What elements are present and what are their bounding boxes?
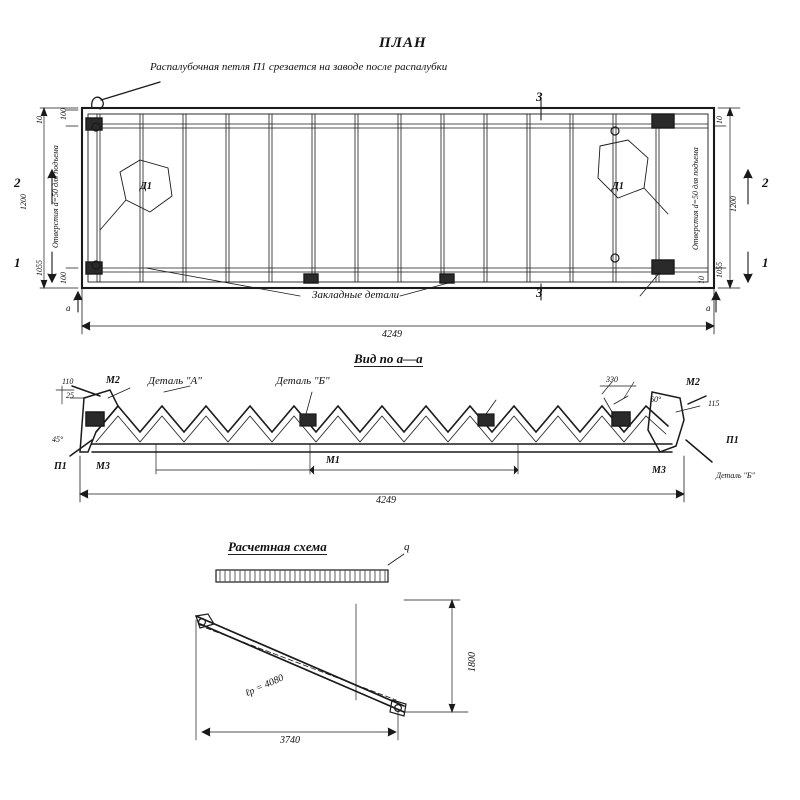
dim-section-angle-right: 60°: [650, 395, 662, 404]
plan-lift-holes: [92, 123, 619, 269]
callout-detail-left: Д1: [140, 181, 152, 192]
section-mark-left-top: 2: [14, 175, 21, 190]
scheme-dim-base: 3740: [280, 735, 300, 746]
dim-section-small-left: 25: [66, 391, 74, 400]
label-hole-left: Отверстия d=50 для подъема: [51, 145, 60, 248]
dim-plan-corner-left2: 100: [59, 272, 68, 284]
dim-plan-edge-right-top: 10: [715, 116, 724, 124]
section-mark-right-top: 2: [762, 175, 769, 190]
scheme-load-bar: [216, 554, 404, 582]
plan-detail-callout-left: [100, 160, 172, 230]
section-bottom-chord: [92, 444, 672, 452]
note-release-loop: Распалубочная петля П1 срезается на заводе после распалубки: [150, 61, 448, 73]
scheme-inclined-beam: [196, 614, 406, 716]
scheme-dims: [196, 600, 468, 740]
mark-p1-right: П1: [726, 435, 739, 446]
mark-m3-left: М3: [96, 461, 110, 472]
section-dim-step: [600, 382, 636, 398]
label-detail-b2: Деталь "Б": [716, 471, 755, 480]
section-mark-left-bottom: 1: [14, 255, 21, 270]
mark-p1-left: П1: [54, 461, 67, 472]
plan-embedded-plates: [86, 114, 674, 283]
dim-plan-edge-left-top: 10: [35, 116, 44, 124]
dim-plan-width-right: 1200: [729, 196, 738, 212]
dim-plan-corner-right: 10: [697, 276, 706, 284]
dim-plan-width: 1200: [19, 194, 28, 210]
section-view-title: Вид по а—а: [354, 351, 423, 366]
label-embedded-parts: Закладные детали: [312, 289, 400, 301]
scheme-title: Расчетная схема: [228, 539, 327, 554]
mark-m2-right: М2: [686, 377, 700, 388]
plan-loop-p1: [92, 82, 160, 109]
section-mark-corner-right: a: [706, 303, 711, 313]
section-mark-inner-bottom: 3: [536, 285, 543, 300]
callout-detail-right: Д1: [612, 181, 624, 192]
plan-section-arrows: [48, 100, 752, 300]
plan-rib-lines: [97, 114, 659, 282]
dim-plan-edge-left-mid: 1055: [35, 260, 44, 276]
dim-plan-corner-left: 100: [59, 108, 68, 120]
section-mark-right-bottom: 1: [762, 255, 769, 270]
dim-section-right-small: 115: [708, 399, 720, 408]
mark-m3-right: М3: [652, 465, 666, 476]
section-corrugation: [96, 406, 668, 442]
scheme-load-label: q: [404, 541, 410, 553]
label-detail-a: Деталь "А": [148, 375, 202, 387]
scheme-dim-height: 1800: [467, 652, 478, 672]
section-mark-corner-left: a: [66, 303, 71, 313]
mark-m2-left: М2: [106, 375, 120, 386]
dim-section-step: 330: [606, 375, 618, 384]
label-detail-b: Деталь "Б": [276, 375, 330, 387]
dim-plan-edge-right-mid: 1055: [715, 262, 724, 278]
dim-section-angle-left: 45°: [52, 435, 64, 444]
label-hole-right: Отверстия d=50 для подъема: [691, 147, 700, 250]
section-mark-inner-top: 3: [536, 89, 543, 104]
mark-m1: М1: [326, 455, 340, 466]
dim-section-height-left: 110: [62, 377, 74, 386]
dim-plan-length: 4249: [382, 329, 402, 340]
section-leaders: [108, 386, 700, 414]
scheme-span-label: ℓр = 4080: [243, 672, 286, 700]
page-title: ПЛАН: [379, 35, 427, 51]
dim-section-length: 4249: [376, 495, 396, 506]
plan-detail-callout-right: [598, 140, 668, 214]
